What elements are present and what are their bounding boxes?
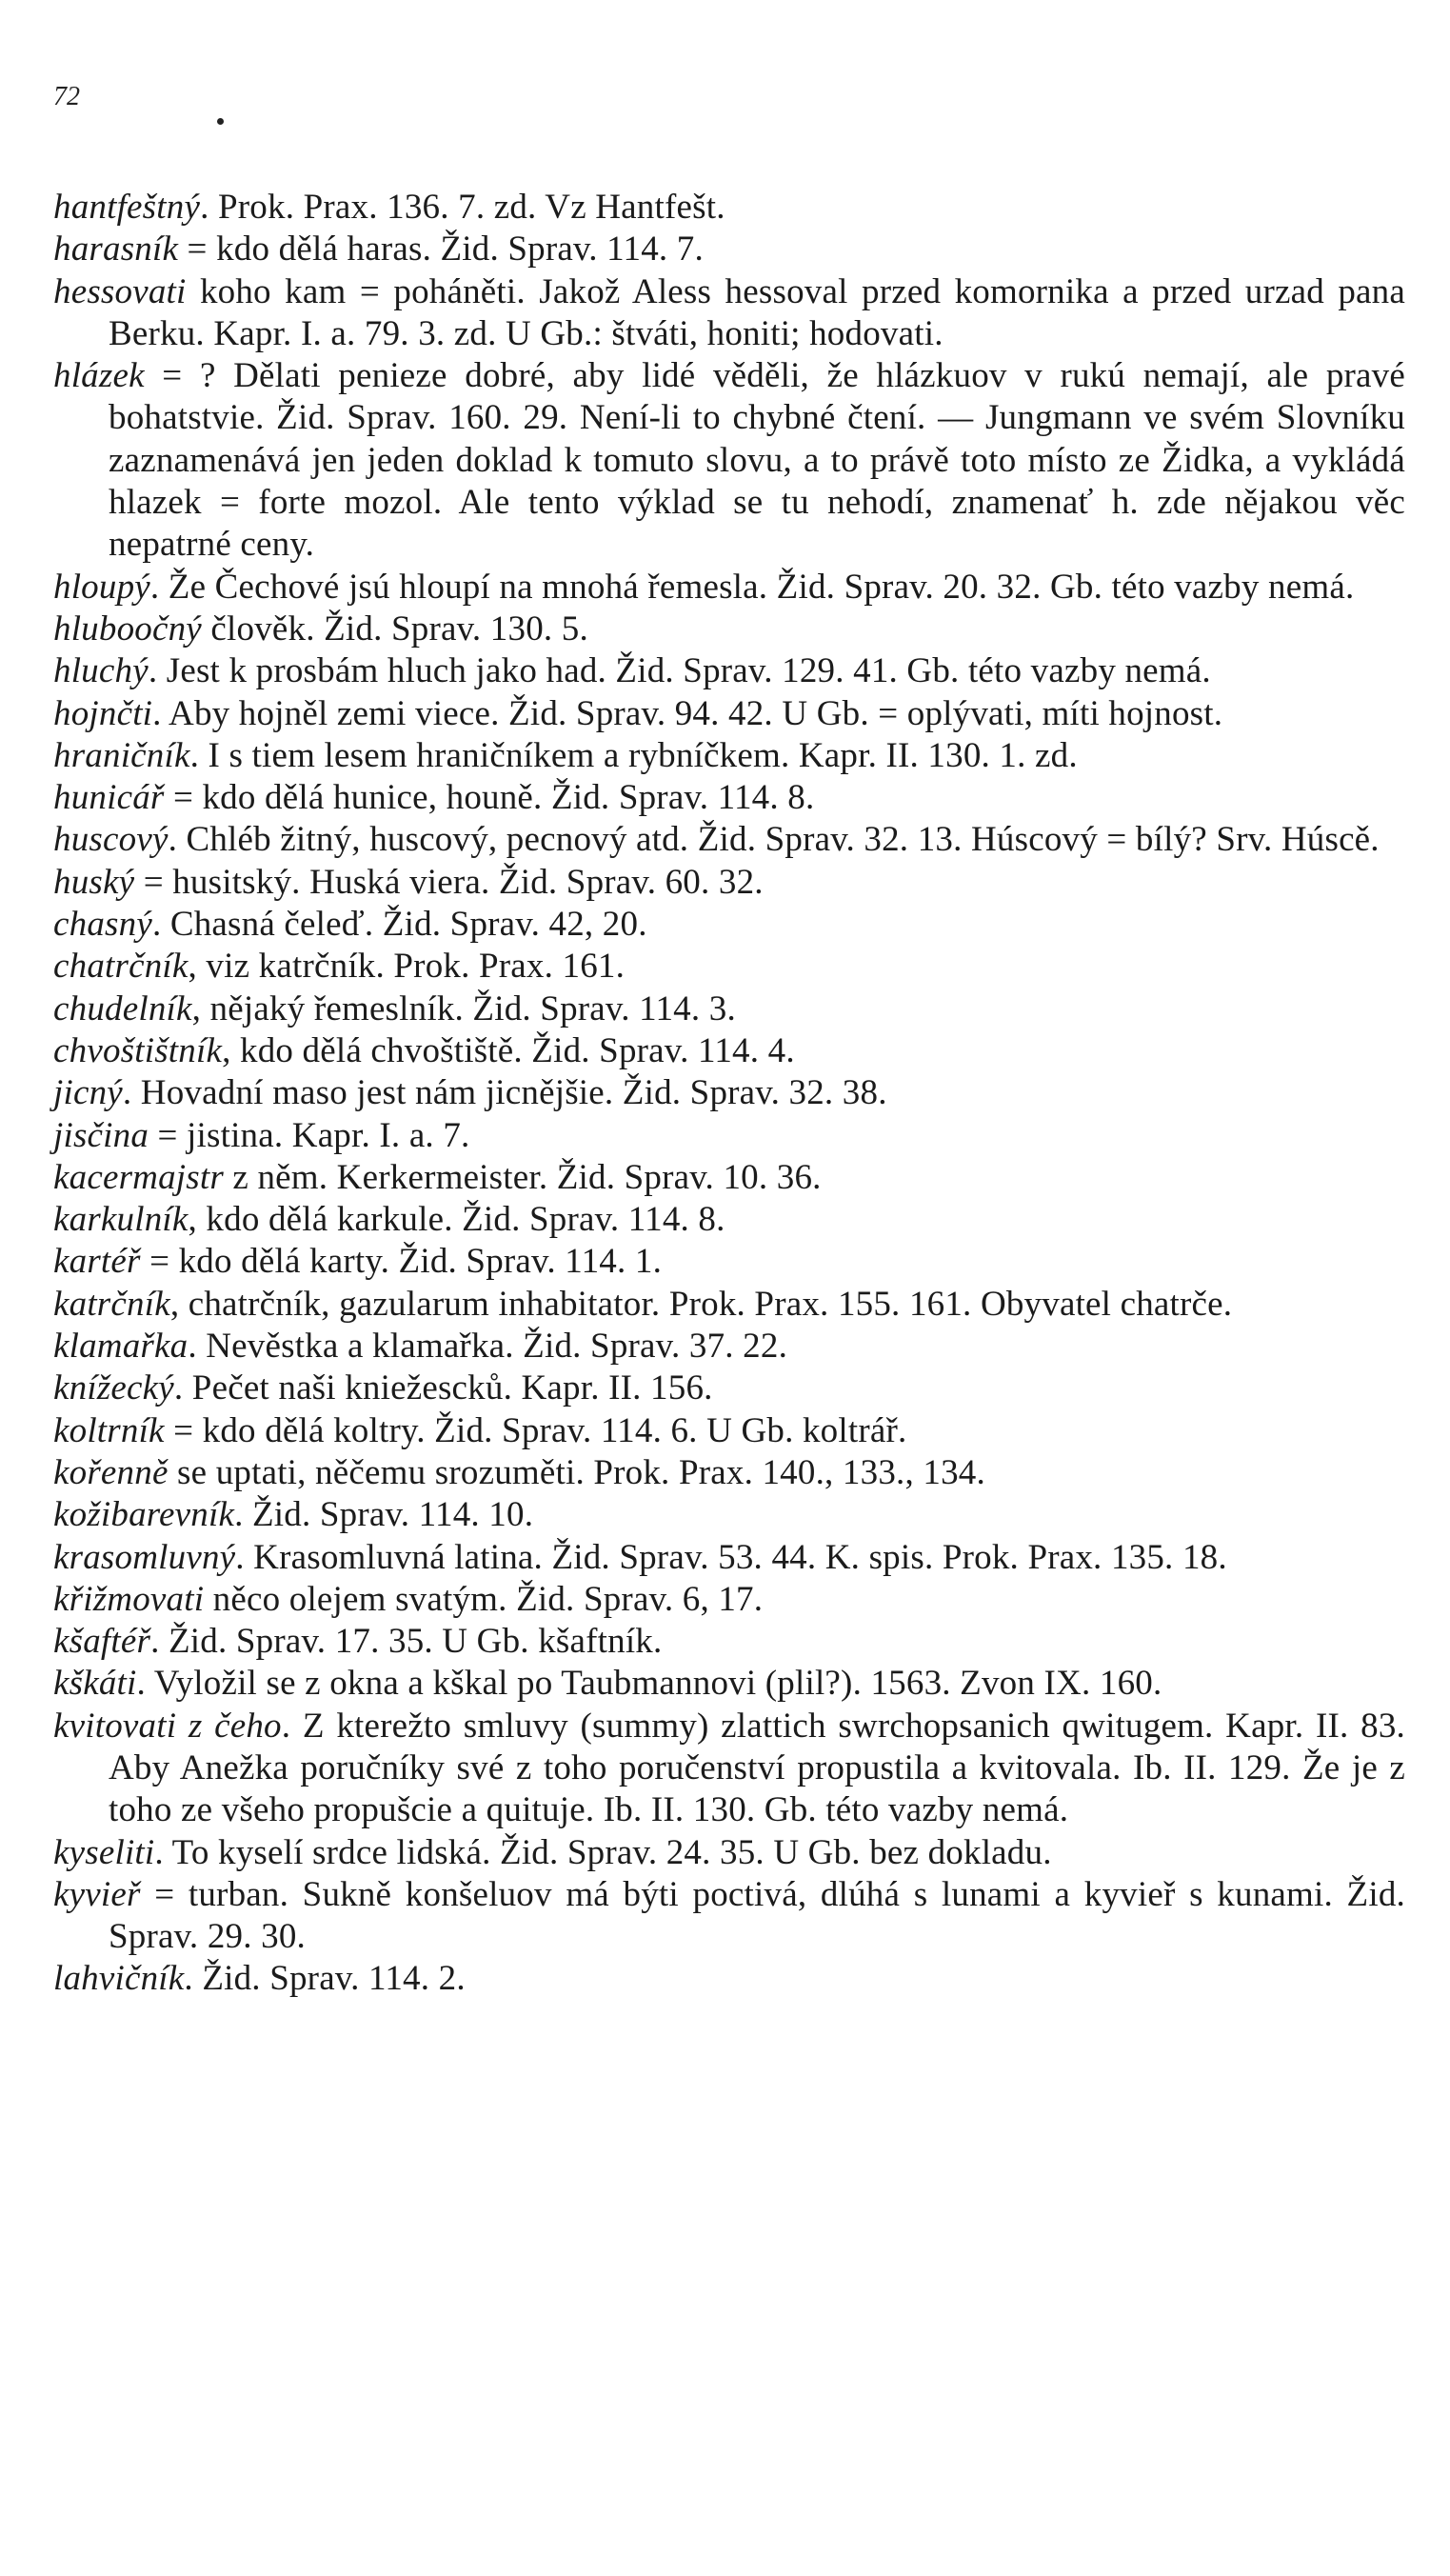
entry-text: . Chléb žitný, huscový, pecnový atd. Žid. Sprav. 32. 13. Húscový = bílý? Srv. Húscě. xyxy=(168,820,1380,860)
entry-headword: knížecký xyxy=(53,1368,174,1408)
entry-headword: chudelník xyxy=(53,988,192,1028)
entry-headword: jisčina xyxy=(53,1115,149,1155)
entry-text: se uptati, něčemu srozuměti. Prok. Prax. 140., 133., 134. xyxy=(168,1452,985,1492)
dictionary-entry xyxy=(53,1199,1405,1241)
dictionary-entry xyxy=(53,1284,1405,1326)
dictionary-entry xyxy=(53,1072,1405,1114)
dictionary-entry xyxy=(53,650,1405,692)
entry-headword: chvoštištník xyxy=(53,1030,223,1070)
entry-headword: huscový xyxy=(53,820,169,860)
dictionary-entry xyxy=(53,1537,1405,1579)
entry-headword: hessovati xyxy=(53,271,187,311)
entry-text: , nějaký řemeslník. Žid. Sprav. 114. 3. xyxy=(191,988,736,1028)
dictionary-entry xyxy=(53,1832,1405,1874)
entry-headword: hlázek xyxy=(53,356,145,396)
entry-text: = kdo dělá karty. Žid. Sprav. 114. 1. xyxy=(140,1242,663,1282)
dictionary-entry xyxy=(53,271,1405,356)
entry-text: . Že Čechové jsú hloupí na mnohá řemesla. Žid. Sprav. 20. 32. Gb. této vazby nemá. xyxy=(149,567,1355,607)
entry-text: = kdo dělá hunice, houně. Žid. Sprav. 114. 8. xyxy=(164,778,815,818)
entry-headword: kšaftéř xyxy=(53,1622,151,1662)
entry-text: , chatrčník, gazularum inhabitator. Prok. Prax. 155. 161. Obyvatel chatrče. xyxy=(169,1284,1233,1324)
entry-text: = ? Dělati penieze dobré, aby lidé věděli, že hlázkuov v rukú nemají, ale pravé bohatstvie. Žid. Sprav. 160. 29. Není-li to chybné čtení. — Jungmann ve svém Slovníku zaznamenává jen jeden doklad k tomuto slovu, a to právě toto místo ze Židka, a vykládá hlazek = forte mozol. Ale tento výklad se tu nehodí, znamenať h. zde nějakou věc nepatrné ceny. xyxy=(109,356,1405,565)
entry-text: . Žid. Sprav. 17. 35. U Gb. kšaftník. xyxy=(150,1622,663,1662)
entry-headword: hraničník xyxy=(53,735,190,775)
entry-text: = kdo dělá koltry. Žid. Sprav. 114. 6. U Gb. koltrář. xyxy=(164,1410,907,1450)
entry-headword: chatrčník xyxy=(53,947,189,987)
dictionary-entry xyxy=(53,355,1405,566)
entry-headword: hluboočný xyxy=(53,609,202,649)
entry-headword: kvitovati z čeho xyxy=(53,1706,282,1746)
entry-headword: hloupý xyxy=(53,567,150,607)
entry-headword: kškáti xyxy=(53,1664,137,1704)
dictionary-entry xyxy=(53,187,1405,229)
entry-text: . Chasná čeleď. Žid. Sprav. 42, 20. xyxy=(151,905,647,945)
entry-headword: lahvičník xyxy=(53,1959,185,1999)
entry-headword: harasník xyxy=(53,230,179,270)
entry-text: , kdo dělá chvoštiště. Žid. Sprav. 114. 4. xyxy=(222,1030,795,1070)
dictionary-entry xyxy=(53,609,1405,650)
entry-text: = kdo dělá haras. Žid. Sprav. 114. 7. xyxy=(178,230,704,270)
entry-text: člověk. Žid. Sprav. 130. 5. xyxy=(201,609,588,649)
entry-text: . Hovadní maso jest nám jicnějšie. Žid. Sprav. 32. 38. xyxy=(122,1073,887,1113)
dictionary-entry xyxy=(53,1494,1405,1536)
entry-headword: kacermajstr xyxy=(53,1157,224,1197)
dictionary-entry xyxy=(53,1368,1405,1409)
dictionary-entry xyxy=(53,1115,1405,1157)
entry-text: , kdo dělá karkule. Žid. Sprav. 114. 8. xyxy=(188,1200,725,1240)
entry-text: . Pečet naši kniežescků. Kapr. II. 156. xyxy=(173,1368,713,1408)
entry-headword: krasomluvný xyxy=(53,1537,236,1577)
dictionary-entry xyxy=(53,1452,1405,1494)
entry-text: . Žid. Sprav. 114. 10. xyxy=(234,1495,534,1535)
entry-headword: kořenně xyxy=(53,1452,169,1492)
dictionary-entry xyxy=(53,1621,1405,1663)
dictionary-entry xyxy=(53,1410,1405,1452)
dictionary-entry xyxy=(53,1874,1405,1959)
entry-headword: hunicář xyxy=(53,778,165,818)
entry-headword: chasný xyxy=(53,905,152,945)
dictionary-entry xyxy=(53,988,1405,1030)
entry-headword: kyseliti xyxy=(53,1832,155,1872)
entry-text: . To kyselí srdce lidská. Žid. Sprav. 24. 35. U Gb. bez dokladu. xyxy=(154,1832,1052,1872)
dictionary-entry xyxy=(53,229,1405,270)
entry-headword: hojnčti xyxy=(53,693,153,733)
entry-headword: jicný xyxy=(53,1073,123,1113)
entry-headword: kartéř xyxy=(53,1242,141,1282)
dictionary-entry xyxy=(53,1663,1405,1705)
entry-text: . Prok. Prax. 136. 7. zd. Vz Hantfešt. xyxy=(200,188,725,227)
dictionary-entry xyxy=(53,1157,1405,1199)
dictionary-entry xyxy=(53,1958,1405,2000)
dictionary-entry xyxy=(53,1030,1405,1072)
entry-text: . Z kterežto smluvy (summy) zlattich swrchopsanich qwitugem. Kapr. II. 83. Aby Anežka poručníky své z toho poručenství propustila a kvitovala. Ib. II. 129. Že je z toho ze všeho propušcie a quituje. Ib. II. 130. Gb. této vazby nemá. xyxy=(109,1706,1405,1830)
dictionary-entries xyxy=(53,187,1405,2001)
entry-text: . Jest k prosbám hluch jako had. Žid. Sprav. 129. 41. Gb. této vazby nemá. xyxy=(148,651,1211,691)
entry-text: . I s tiem lesem hraničníkem a rybníčkem. Kapr. II. 130. 1. zd. xyxy=(189,735,1078,775)
dictionary-entry xyxy=(53,1706,1405,1832)
dictionary-entry xyxy=(53,946,1405,988)
entry-text: z něm. Kerkermeister. Žid. Sprav. 10. 36. xyxy=(223,1157,822,1197)
dictionary-entry xyxy=(53,693,1405,735)
dictionary-entry xyxy=(53,904,1405,946)
ink-speck xyxy=(217,118,224,125)
dictionary-entry xyxy=(53,777,1405,819)
entry-headword: karkulník xyxy=(53,1200,189,1240)
dictionary-entry xyxy=(53,1579,1405,1621)
entry-headword: huský xyxy=(53,862,135,902)
entry-headword: katrčník xyxy=(53,1284,170,1324)
entry-text: = jistina. Kapr. I. a. 7. xyxy=(149,1115,470,1155)
entry-headword: kožibarevník xyxy=(53,1495,235,1535)
entry-text: . Nevěstka a klamařka. Žid. Sprav. 37. 22. xyxy=(188,1327,788,1367)
dictionary-entry xyxy=(53,735,1405,777)
entry-text: , viz katrčník. Prok. Prax. 161. xyxy=(188,947,626,987)
entry-text: . Krasomluvná latina. Žid. Sprav. 53. 44. K. spis. Prok. Prax. 135. 18. xyxy=(235,1537,1227,1577)
entry-text: = turban. Sukně konšeluov má býti poctivá, dlúhá s lunami a kyvieř s kunami. Žid. Sprav. 29. 30. xyxy=(109,1874,1405,1957)
entry-text: . Žid. Sprav. 114. 2. xyxy=(184,1959,466,1999)
entry-headword: křižmovati xyxy=(53,1579,205,1619)
dictionary-entry xyxy=(53,1326,1405,1368)
entry-text: . Vyložil se z okna a kškal po Taubmannovi (plil?). 1563. Zvon IX. 160. xyxy=(136,1664,1162,1704)
entry-headword: kyvieř xyxy=(53,1874,141,1914)
dictionary-entry xyxy=(53,862,1405,904)
entry-text: . Aby hojněl zemi viece. Žid. Sprav. 94. 42. U Gb. = oplývati, míti hojnost. xyxy=(152,693,1223,733)
entry-text: koho kam = poháněti. Jakož Aless hessoval przed komornika a przed urzad pana Berku. Kapr. I. a. 79. 3. zd. U Gb.: štváti, honiti; hodovati. xyxy=(109,271,1405,353)
entry-headword: klamařka xyxy=(53,1327,189,1367)
entry-text: = husitský. Huská viera. Žid. Sprav. 60. 32. xyxy=(134,862,764,902)
dictionary-entry xyxy=(53,1241,1405,1283)
page-number: 72 xyxy=(53,82,80,111)
dictionary-entry xyxy=(53,819,1405,861)
entry-text: něco olejem svatým. Žid. Sprav. 6, 17. xyxy=(204,1579,764,1619)
entry-headword: hluchý xyxy=(53,651,149,691)
entry-headword: hantfeštný xyxy=(53,188,201,227)
dictionary-entry xyxy=(53,567,1405,609)
entry-headword: koltrník xyxy=(53,1410,165,1450)
